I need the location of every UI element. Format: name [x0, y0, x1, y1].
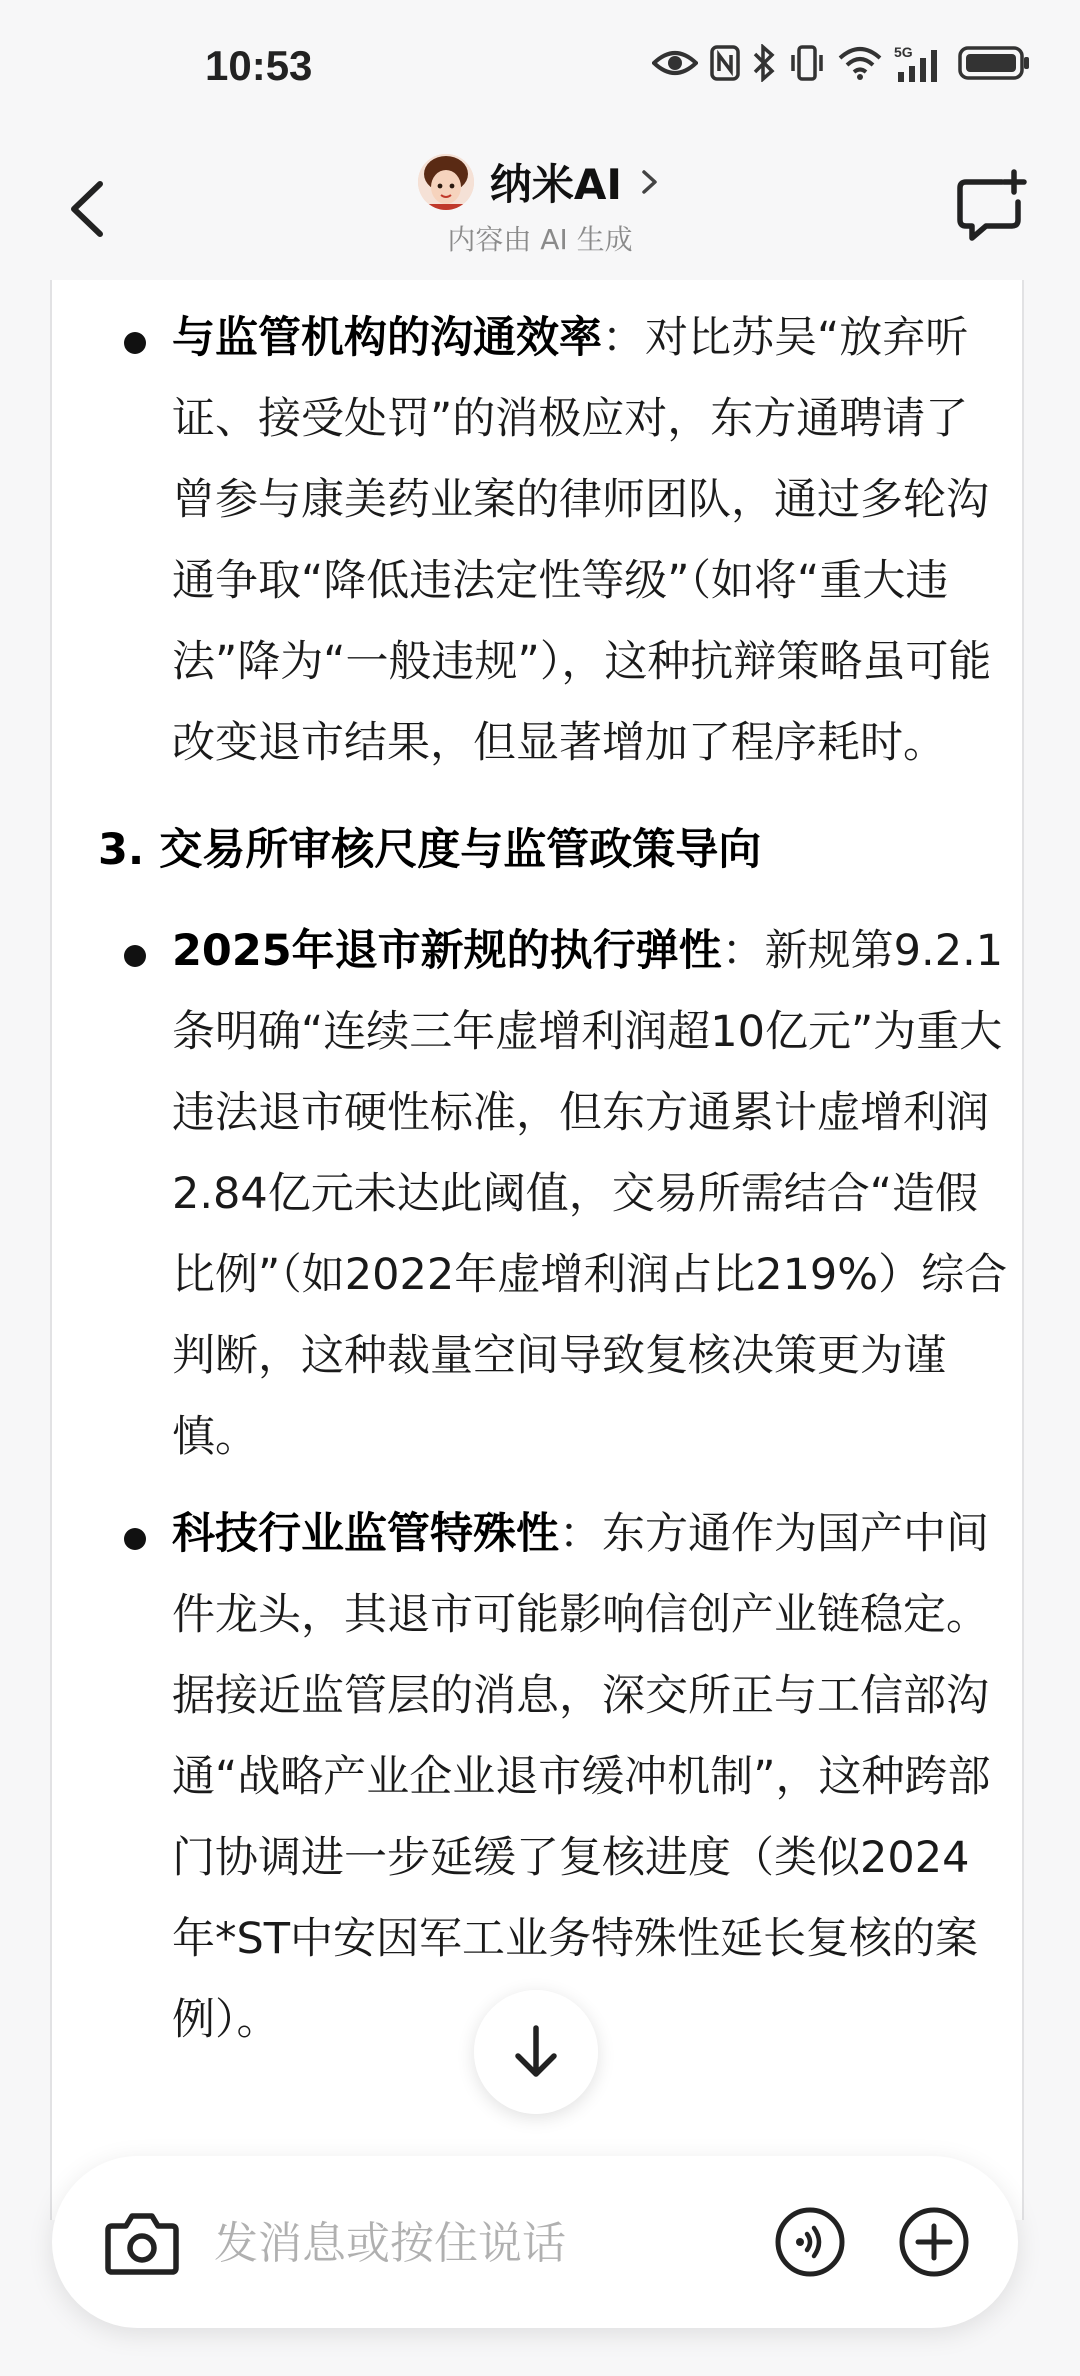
new-chat-icon — [950, 168, 1030, 248]
bullet-title: 科技行业监管特殊性 — [172, 1509, 559, 1559]
bullet-text: ：对比苏吴“放弃听证、接受处罚”的消极应对，东方通聘请了曾参与康美药业案的律师团队，通过多轮沟通争取“降低违法定性等级”（如将“重大违法”降为“一般违规”），这种抗辩策略虽可能改变退市结果，但显著增加了程序耗时。 — [172, 313, 992, 768]
ai-generated-label: 内容由 AI 生成 — [447, 223, 633, 256]
chevron-right-icon — [638, 164, 662, 200]
bullet-title: 2025年退市新规的执行弹性 — [172, 926, 722, 976]
list-item — [98, 1494, 1008, 2061]
bullet-text: ：东方通作为国产中间件龙头，其退市可能影响信创产业链稳定。据接近监管层的消息，深交所正与工信部沟通“战略产业企业退市缓冲机制”，这种跨部门协调进一步延缓了复核进度（类似2024年*ST中安因军工业务特殊性延长复核的案例）。 — [172, 1509, 991, 2045]
scroll-to-bottom-button[interactable] — [474, 1990, 598, 2114]
bluetooth-icon — [752, 44, 776, 82]
ai-message-content — [98, 298, 1008, 2077]
bot-info[interactable] — [0, 150, 1080, 258]
status-icons — [652, 44, 1030, 82]
bullet-title: 与监管机构的沟通效率 — [172, 313, 602, 363]
status-time: 10:53 — [205, 42, 313, 89]
network-type: 5G — [894, 44, 913, 60]
bot-avatar-icon — [418, 154, 474, 210]
voice-call-button[interactable] — [774, 2206, 846, 2278]
camera-icon — [102, 2206, 182, 2278]
voice-call-icon — [774, 2206, 846, 2278]
bot-name: 纳米AI — [489, 160, 623, 209]
battery-icon — [958, 46, 1030, 80]
eye-icon — [652, 48, 698, 78]
new-chat-button[interactable] — [950, 168, 1030, 248]
camera-button[interactable] — [102, 2206, 182, 2278]
list-item — [98, 298, 1008, 784]
wifi-icon — [838, 46, 882, 80]
arrow-down-icon — [511, 2024, 561, 2080]
chat-message-card — [50, 280, 1024, 2220]
plus-icon — [898, 2206, 970, 2278]
cellular-signal-icon — [894, 44, 946, 82]
bullet-text: ：新规第9.2.1条明确“连续三年虚增利润超10亿元”为重大违法退市硬性标准，但东方通累计虚增利润2.84亿元未达此阈值，交易所需结合“造假比例”（如2022年虚增利润占比219%）综合判断，这种裁量空间导致复核决策更为谨慎。 — [172, 926, 1008, 1462]
vibrate-icon — [788, 45, 826, 81]
section-heading: 3. 交易所审核尺度与监管政策导向 — [98, 825, 762, 875]
message-input[interactable] — [212, 2206, 776, 2280]
message-input-bar — [52, 2156, 1018, 2328]
plus-button[interactable] — [898, 2206, 970, 2278]
status-bar — [0, 0, 1080, 140]
list-item — [98, 911, 1008, 1478]
chat-header — [0, 140, 1080, 280]
avatar — [418, 154, 474, 210]
nfc-icon — [710, 45, 740, 81]
